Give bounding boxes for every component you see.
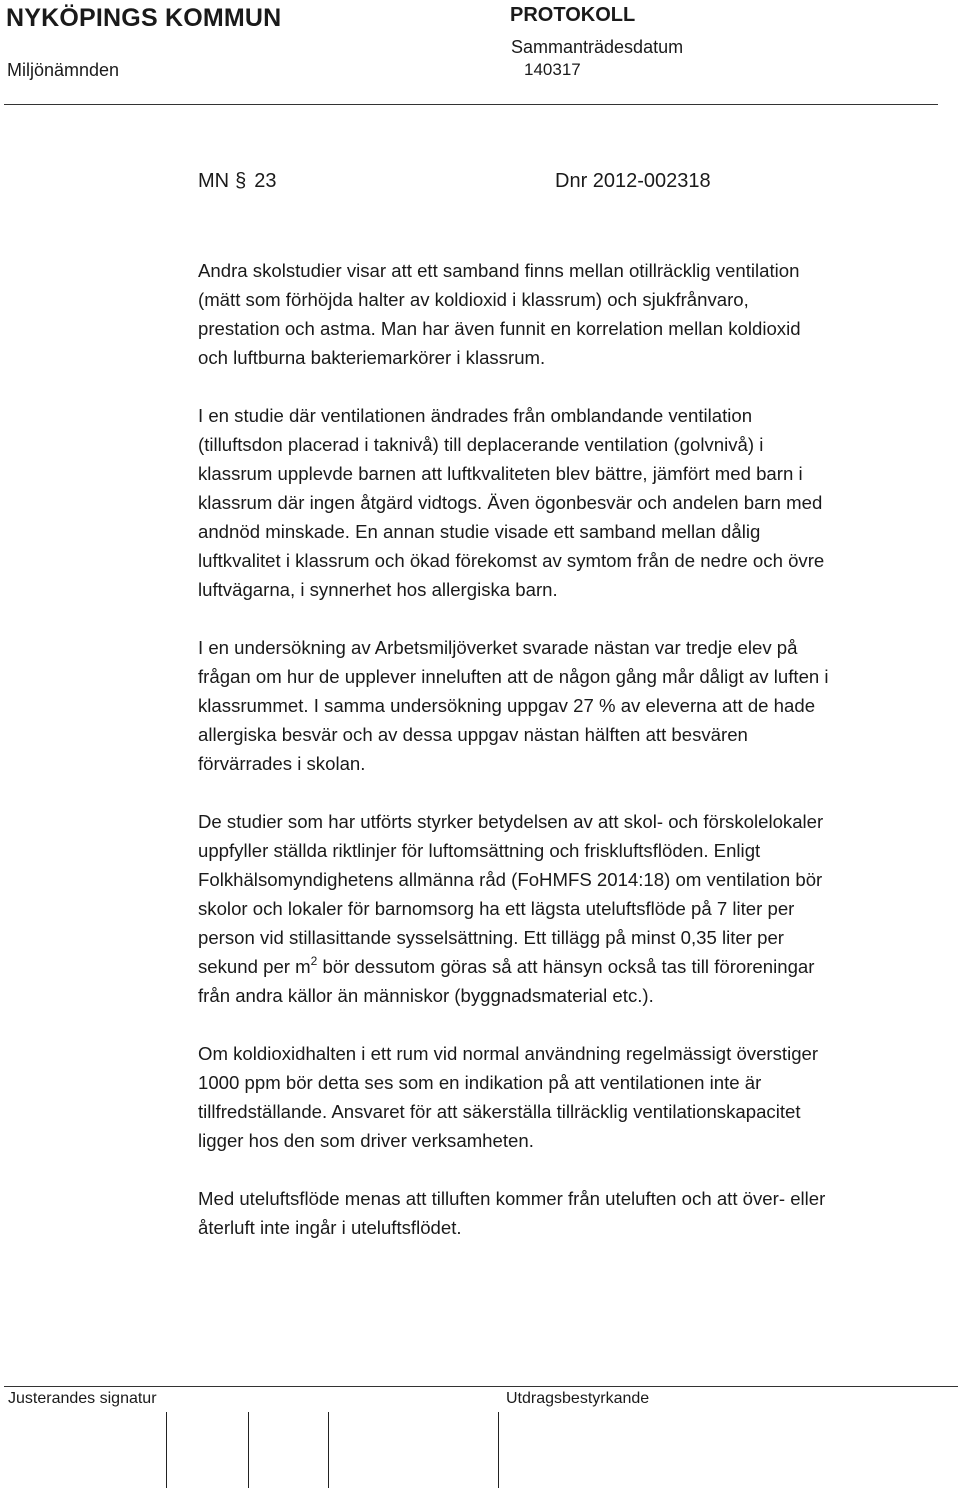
signature-label: Justerandes signatur — [8, 1390, 157, 1407]
footer-divider — [4, 1386, 958, 1387]
paragraph-6 — [198, 1184, 918, 1242]
organization-name: NYKÖPINGS KOMMUN — [6, 4, 282, 32]
text-line: ligger hos den som driver verksamheten. — [198, 1130, 534, 1151]
text-line: prestation och astma. Man har även funnit en korrelation mellan koldioxid — [198, 318, 801, 339]
text-line: uppfyller ställda riktlinjer för luftomsättning och friskluftsflöden. Enligt — [198, 840, 761, 861]
section-number — [198, 170, 276, 193]
document-body — [198, 256, 918, 1271]
header-divider — [4, 104, 938, 105]
section-prefix: MN — [198, 170, 230, 192]
paragraph-4 — [198, 807, 918, 1010]
text-line: från andra källor än människor (byggnadsmaterial etc.). — [198, 985, 654, 1006]
text-line: Andra skolstudier visar att ett samband finns mellan otillräcklig ventilation — [198, 260, 800, 281]
text-line: 1000 ppm bör detta ses som en indikation på att ventilationen inte är — [198, 1072, 762, 1093]
certification-label: Utdragsbestyrkande — [506, 1390, 650, 1407]
text-line: De studier som har utförts styrker betydelsen av att skol- och förskolelokaler — [198, 811, 824, 832]
diary-number: Dnr 2012-002318 — [555, 170, 711, 192]
text-fragment: bör dessutom göras så att hänsyn också tas till föroreningar — [317, 956, 815, 977]
text-line: Om koldioxidhalten i ett rum vid normal användning regelmässigt överstiger — [198, 1043, 819, 1064]
signature-box-divider — [166, 1412, 167, 1488]
text-line: klassrum där ingen åtgärd vidtogs. Även ögonbesvär och andelen barn med — [198, 492, 823, 513]
text-line: person vid stillasittande sysselsättning. Ett tillägg på minst 0,35 liter per — [198, 927, 784, 948]
paragraph-3 — [198, 633, 918, 778]
text-line: Folkhälsomyndighetens allmänna råd (FoHMFS 2014:18) om ventilation bör — [198, 869, 823, 890]
document-type: PROTOKOLL — [510, 4, 636, 26]
text-line: skolor och lokaler för barnomsorg ha ett lägsta uteluftsflöde på 7 liter per — [198, 898, 795, 919]
signature-box-divider — [498, 1412, 499, 1488]
text-fragment: sekund per m — [198, 956, 311, 977]
text-line: och luftburna bakteriemarkörer i klassrum. — [198, 347, 546, 368]
text-line: (mätt som förhöjda halter av koldioxid i klassrum) och sjukfrånvaro, — [198, 289, 749, 310]
meeting-date-value: 140317 — [524, 60, 581, 79]
text-line: frågan om hur de upplever inneluften att de någon gång mår dåligt av luften i — [198, 666, 829, 687]
text-line: tillfredställande. Ansvaret för att säkerställa tillräcklig ventilationskapacitet — [198, 1101, 801, 1122]
paragraph-1 — [198, 256, 918, 372]
committee-name: Miljönämnden — [7, 60, 120, 80]
superscript: 2 — [310, 954, 318, 968]
signature-box-divider — [248, 1412, 249, 1488]
text-line: Med uteluftsflöde menas att tilluften kommer från uteluften och att över- eller — [198, 1188, 826, 1209]
text-line: klassrummet. I samma undersökning uppgav 27 % av eleverna att de hade — [198, 695, 816, 716]
text-line: I en studie där ventilationen ändrades från omblandande ventilation — [198, 405, 753, 426]
text-line: återluft inte ingår i uteluftsflödet. — [198, 1217, 462, 1238]
paragraph-2 — [198, 401, 918, 604]
text-line: luftkvalitet i klassrum och ökad förekomst av symtom från de nedre och övre — [198, 550, 825, 571]
text-line: I en undersökning av Arbetsmiljöverket svarade nästan var tredje elev på — [198, 637, 798, 658]
section-num: 23 — [254, 170, 277, 192]
signature-box-divider — [328, 1412, 329, 1488]
text-line: (tilluftsdon placerad i taknivå) till deplacerande ventilation (golvnivå) i — [198, 434, 764, 455]
text-line: allergiska besvär och av dessa uppgav nästan hälften att besvären — [198, 724, 748, 745]
text-line: klassrum upplevde barnen att luftkvaliteten blev bättre, jämfört med barn i — [198, 463, 803, 484]
text-line — [198, 952, 918, 981]
meeting-date-label: Sammanträdesdatum — [511, 37, 684, 57]
text-line: luftvägarna, i synnerhet hos allergiska barn. — [198, 579, 558, 600]
text-line: förvärrades i skolan. — [198, 753, 366, 774]
text-line: andnöd minskade. En annan studie visade ett samband mellan dålig — [198, 521, 761, 542]
section-symbol: § — [235, 170, 247, 192]
paragraph-5 — [198, 1039, 918, 1155]
